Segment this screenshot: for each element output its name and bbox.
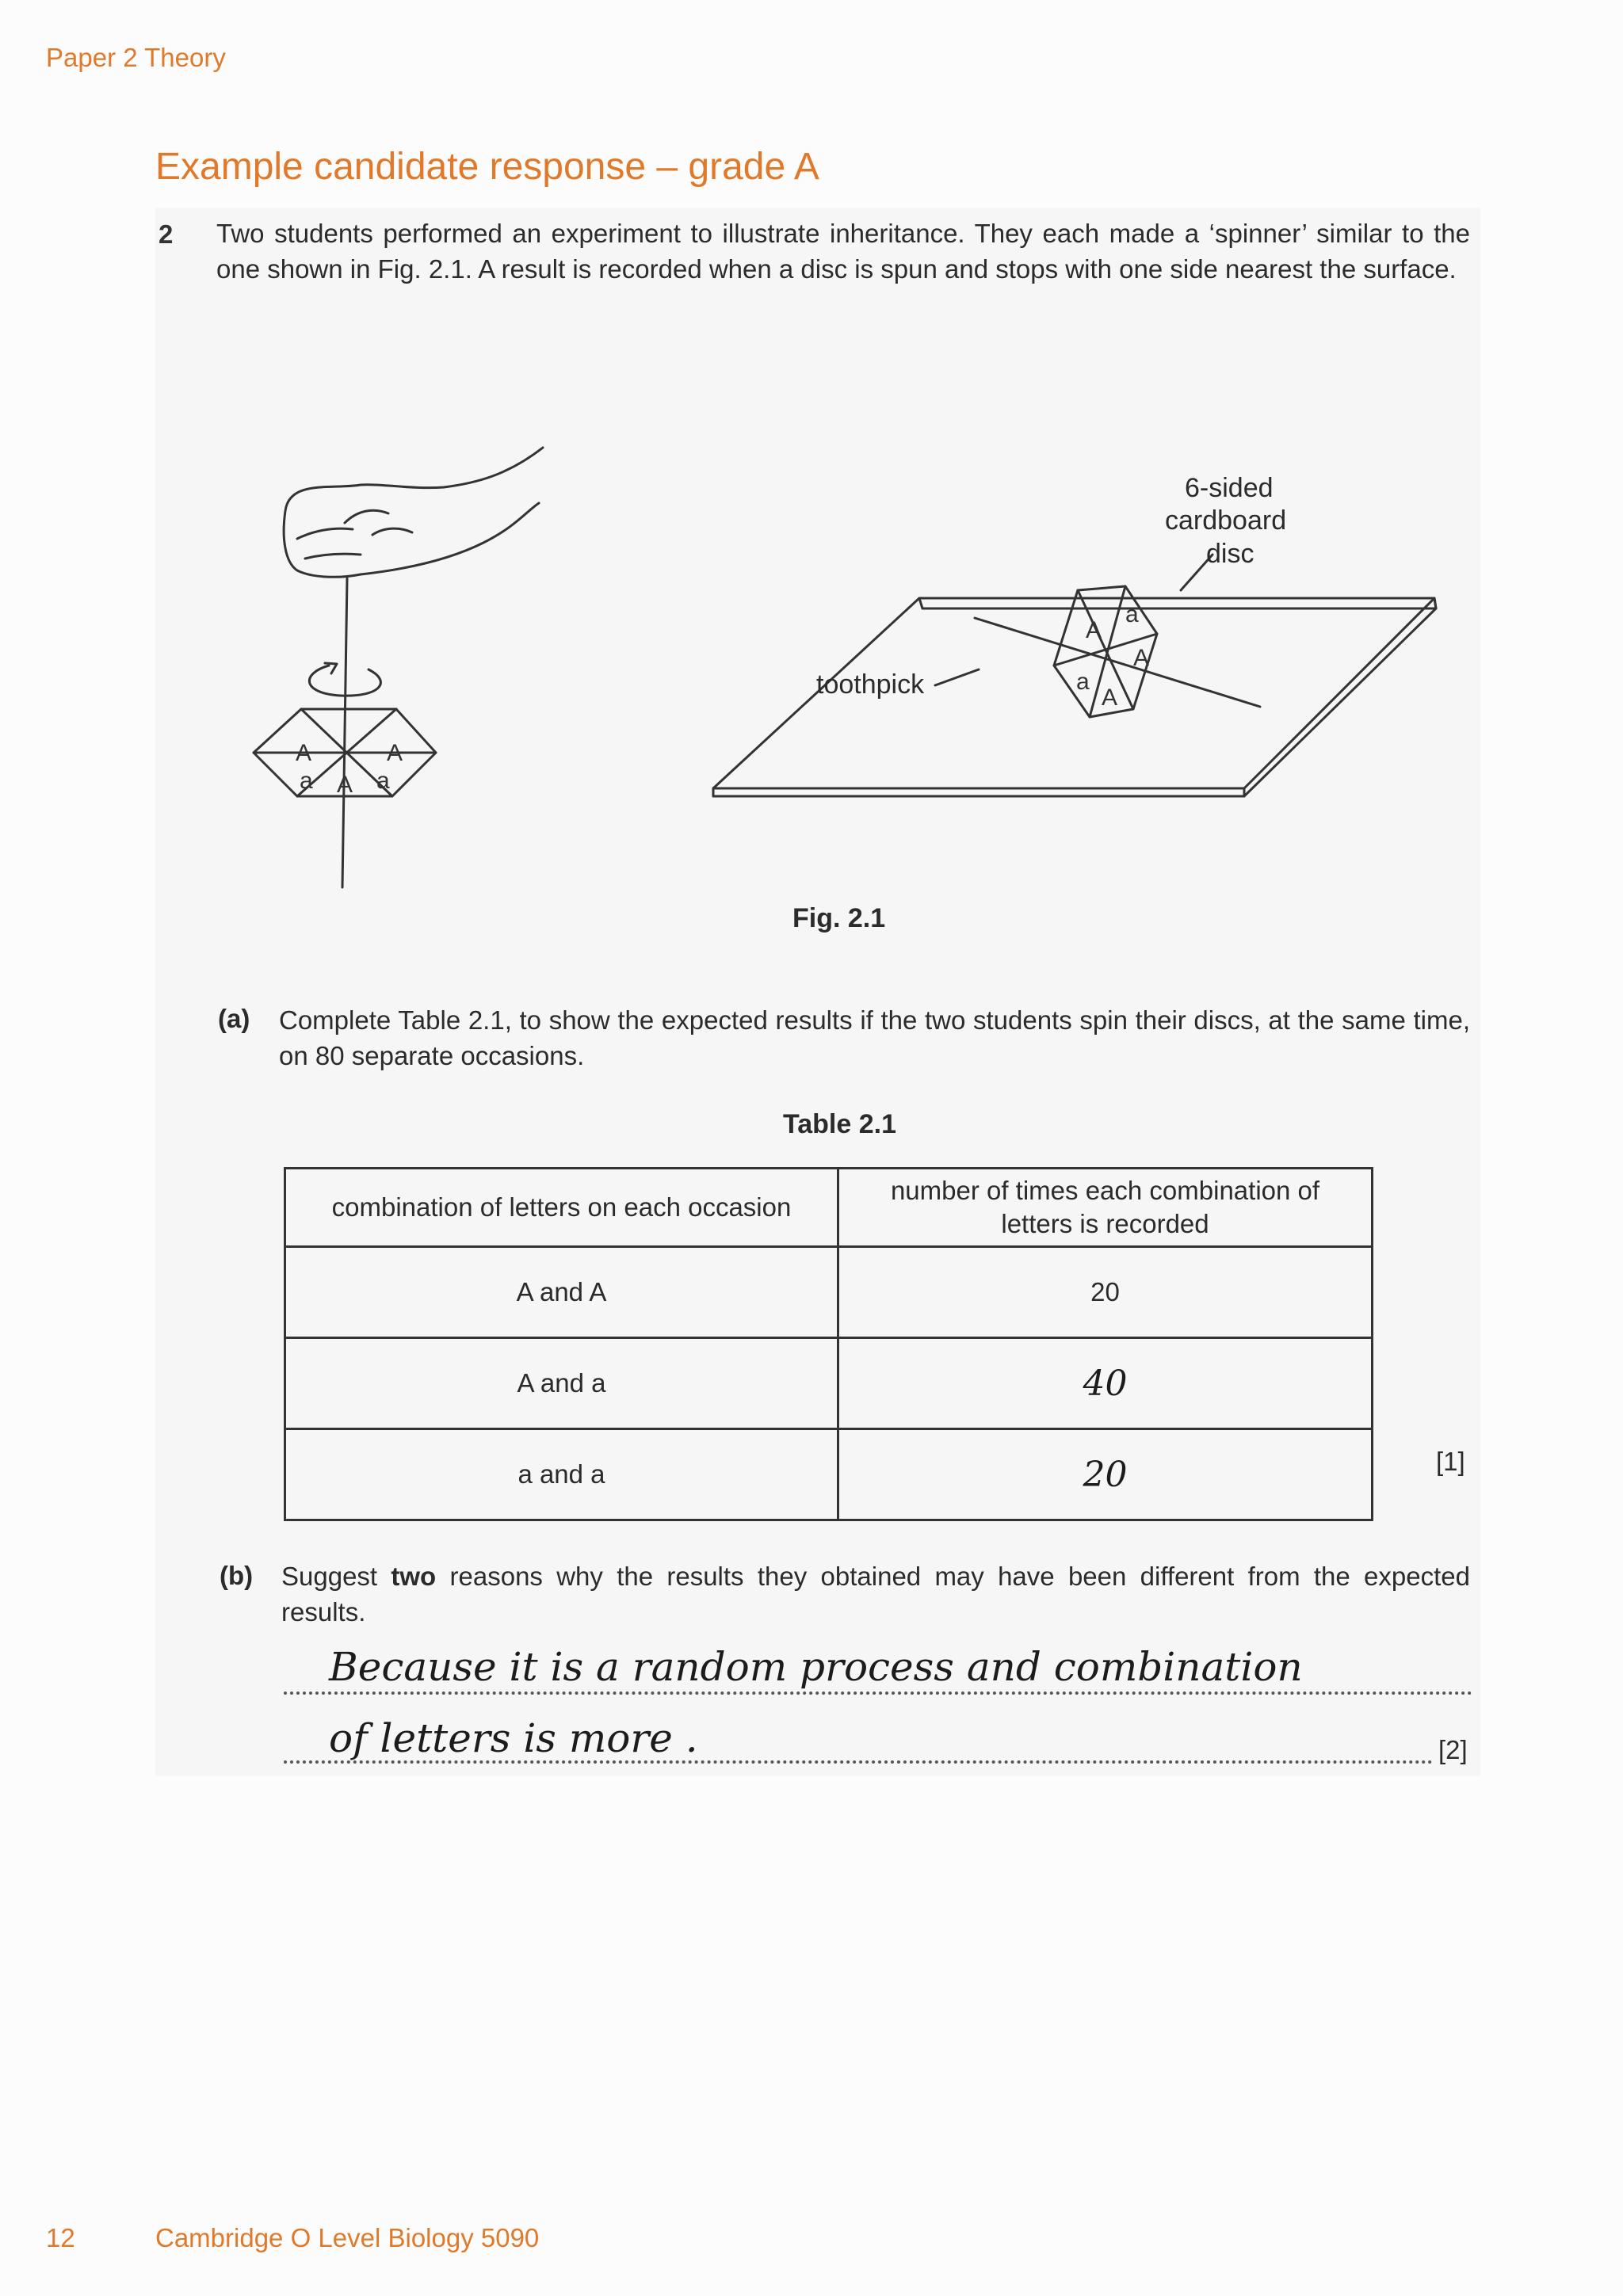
footer-title: Cambridge O Level Biology 5090 xyxy=(155,2223,540,2252)
question-text: Two students performed an experiment to illustrate inheritance. They each made a ‘spinner’ similar to the one shown in Fig. 2.1. A result is recorded when a disc is spun and stops with one side nearest the surface. xyxy=(216,219,1470,284)
column-header: combination of letters on each occasion xyxy=(285,1169,838,1247)
handwritten-answer-line-1: Because it is a random process and combination xyxy=(329,1644,1303,1690)
disc-letter: a xyxy=(1076,669,1090,695)
marks-part-a: [1] xyxy=(1436,1447,1465,1476)
disc-letter: A xyxy=(337,772,353,798)
part-a-text: Complete Table 2.1, to show the expected results if the two students spin their discs, at the same time, on 80 separate occasions. xyxy=(279,1005,1470,1070)
marks-part-b: [2] xyxy=(1438,1735,1468,1764)
part-a-label: (a) xyxy=(218,1004,250,1033)
spinner-figure xyxy=(222,428,1474,903)
disc-letter: A xyxy=(1102,685,1118,711)
disc-letter: A xyxy=(387,740,403,766)
question-number: 2 xyxy=(158,219,174,249)
handwritten-answer-line-2: of letters is more . xyxy=(329,1715,698,1761)
spinner-toothpick-line xyxy=(342,578,347,887)
results-table xyxy=(284,1167,1373,1521)
column-header: number of times each combination of letters is recorded xyxy=(838,1169,1373,1247)
figure-caption: Fig. 2.1 xyxy=(792,903,886,933)
combination-cell: A and a xyxy=(285,1338,838,1429)
disc-letter: a xyxy=(376,768,390,794)
disc-label: 6-sided xyxy=(1185,473,1274,503)
combination-cell: a and a xyxy=(285,1429,838,1520)
table-caption: Table 2.1 xyxy=(783,1109,896,1139)
hand-drawing xyxy=(284,448,543,577)
disc-letter: a xyxy=(1125,601,1139,627)
combination-cell: A and A xyxy=(285,1247,838,1338)
part-b-text-bold: two xyxy=(391,1562,437,1591)
page-number: 12 xyxy=(46,2223,75,2252)
table-row xyxy=(285,1429,1373,1520)
disc-letter: A xyxy=(1086,617,1102,643)
answer-dotted-line xyxy=(284,1691,1472,1695)
handwritten-count-cell: 40 xyxy=(838,1338,1373,1429)
table-header-row xyxy=(285,1169,1373,1247)
count-cell: 20 xyxy=(838,1247,1373,1338)
section-title: Example candidate response – grade A xyxy=(155,146,819,188)
part-b-label: (b) xyxy=(220,1561,254,1590)
part-b-text xyxy=(281,1558,1470,1630)
disc-letter: A xyxy=(296,740,312,766)
table-row xyxy=(285,1247,1373,1338)
disc-letter: a xyxy=(300,768,313,794)
disc-letter: A xyxy=(1133,645,1150,671)
running-header: Paper 2 Theory xyxy=(46,43,226,72)
toothpick-label: toothpick xyxy=(816,669,925,700)
part-b-text-start: Suggest xyxy=(281,1562,391,1591)
part-b-text-end: reasons why the results they obtained may have been different from the expected results. xyxy=(281,1562,1470,1627)
answer-dotted-line xyxy=(284,1760,1433,1764)
disc-label: disc xyxy=(1206,539,1254,569)
table-row xyxy=(285,1338,1373,1429)
handwritten-count-cell: 20 xyxy=(838,1429,1373,1520)
disc-label: cardboard xyxy=(1165,505,1287,536)
